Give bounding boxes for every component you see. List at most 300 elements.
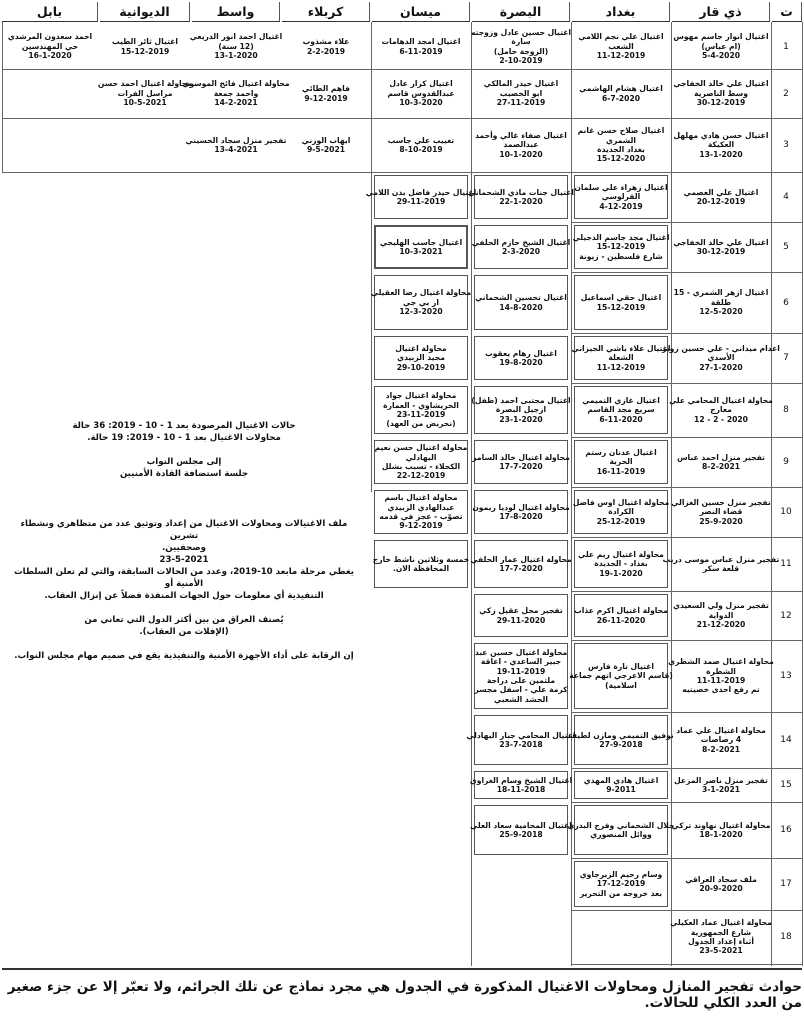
cell-text: محاولة اغتيال حسن نعيم xyxy=(374,443,468,453)
cell-text: فاهم الطائي xyxy=(302,84,350,94)
cell-text: اغتيال احمد انور الدريعي xyxy=(189,32,283,42)
classification-note: يُصنف العراق من بين أكثر الدول التي تعاني من xyxy=(84,615,284,626)
cell-text: 12-3-2020 xyxy=(399,307,443,317)
cell-text: 13-1-2020 xyxy=(699,149,743,159)
table-cell xyxy=(671,804,771,856)
cell-text: تفجير منزل عباس موسى دريب xyxy=(662,554,780,564)
cell-text: عبدالقدوس قاسم xyxy=(387,88,455,98)
cell-text: 17-8-2020 xyxy=(499,512,543,521)
cell-text: 23-7-2018 xyxy=(499,740,543,749)
cell-text: محاولة اغتيال فائج الموسوي xyxy=(182,79,290,89)
cell-text: 14-8-2020 xyxy=(499,302,543,312)
table-cell xyxy=(374,336,468,380)
table-cell xyxy=(474,336,568,380)
table-cell xyxy=(471,386,571,434)
cell-text: (الزوجة حامل) xyxy=(493,46,549,56)
cell-text: محاولة اغتيال عماد العكيلي xyxy=(670,918,772,928)
file-date: 23-5-2021 xyxy=(159,555,209,566)
table-cell xyxy=(97,71,193,116)
row-number: 6 xyxy=(783,297,789,308)
cell-text: 10-3-2020 xyxy=(399,98,443,108)
cell-text: تفجير منزل احمد عباس xyxy=(677,452,765,462)
cell-text: 8-2-2021 xyxy=(702,744,741,754)
cell-text: ملف سجاد العراقي xyxy=(685,874,757,884)
cell-text: مراسل الفرات xyxy=(117,88,173,98)
cell-text: اعدام ميداني - علي حسين زوير xyxy=(662,343,780,353)
cell-text: توفيق التميمي ومازن لطيف xyxy=(568,730,674,740)
table-cell xyxy=(474,643,568,709)
table-cell xyxy=(4,26,96,67)
grid-line xyxy=(572,272,802,273)
column-header: واسط xyxy=(192,2,280,22)
cell-text: اغتيال الشيخ حازم الحلفي xyxy=(471,237,571,247)
column-header: بغداد xyxy=(572,2,670,22)
grid-line xyxy=(572,591,802,592)
cell-text: القرلوسي xyxy=(601,192,641,202)
table-cell xyxy=(374,71,468,116)
cell-text: اغتيال زهراء علي سلمان xyxy=(574,182,668,192)
grid-line xyxy=(572,487,802,488)
table-cell xyxy=(574,540,668,588)
table-cell xyxy=(374,225,468,269)
grid-line xyxy=(572,964,802,965)
row-number: 11 xyxy=(780,559,792,569)
cell-text: 6-7-2020 xyxy=(602,93,641,103)
table-cell xyxy=(374,386,468,434)
cell-text: 9-12-2019 xyxy=(399,521,443,531)
cell-text: تفجير منزل ناصر المزعل xyxy=(674,775,768,785)
coverage-note: يغطي مرحلة مابعد 10-2019، وعدد من الحالات السابقة، والتي لم تعلن السلطات الأمنية أو xyxy=(14,567,354,590)
cell-text: اغتيال ازهر الشمري - 15 xyxy=(673,288,769,298)
cell-text: 21-12-2020 xyxy=(696,620,746,630)
stats-attempts: محاولات الاغتيال بعد 1 - 10 - 2019: 19 حالة. xyxy=(87,433,281,444)
cell-text: شارع فلسطين - زيونة xyxy=(579,251,663,261)
classification-note-cont: (الإفلات من العقاب). xyxy=(139,627,229,638)
cell-text: 10-5-2021 xyxy=(123,98,167,108)
table-cell xyxy=(374,490,468,534)
cell-text: محاولة اغتيال عمار الحلفي xyxy=(470,554,572,564)
cell-text: الدواية xyxy=(708,610,734,620)
cell-text: محاولة اغتيال جواد xyxy=(385,391,457,401)
cell-text: محاولة اغتيال علي عماد xyxy=(676,725,766,735)
file-description: ملف الاغتيالات ومحاولات الاغتيال من إعداد وتوثيق عدد من متظاهري ونشطاء تشرين xyxy=(20,519,348,542)
cell-text: اغتيال امجد الدهامات xyxy=(381,37,461,47)
cell-text: بعد خروجه من التحرير xyxy=(579,888,663,898)
cell-text: الشعلة xyxy=(608,353,634,363)
cell-text: اغتيال علي العصمي xyxy=(683,187,759,197)
row-number: 16 xyxy=(780,825,792,835)
table-cell xyxy=(374,440,468,484)
table-cell xyxy=(674,593,768,638)
table-cell xyxy=(470,805,572,855)
table-cell xyxy=(674,714,768,766)
cell-text: اغتيال حيدر فاضل بدن اللامي xyxy=(365,187,477,197)
row-number: 10 xyxy=(780,507,792,517)
grid-line xyxy=(2,22,3,172)
column-header: بابل xyxy=(2,2,98,22)
cell-text: 26-11-2020 xyxy=(596,615,646,625)
session-title: جلسة استضافة القادة الأمنيين xyxy=(119,469,249,480)
stats-assassinations: حالات الاغتيال المرصودة بعد 1 - 10 - 2019: 36 حالة xyxy=(72,421,296,431)
cell-text: الأسدي xyxy=(707,353,735,363)
grid-line xyxy=(572,69,802,70)
row-number: 1 xyxy=(783,41,789,52)
cell-text: 19-11-2019 xyxy=(496,666,546,676)
table-cell xyxy=(574,771,668,799)
cell-text: 5-4-2020 xyxy=(702,51,741,61)
grid-line xyxy=(2,172,572,173)
cell-text: الحشد الشعبي xyxy=(494,694,548,704)
table-cell xyxy=(189,26,283,67)
cell-text: الشطرة xyxy=(706,666,736,676)
cell-text: 19-1-2020 xyxy=(599,568,643,578)
cell-text: اغتيال عدنان رستم xyxy=(585,447,657,457)
cell-text: 16-1-2020 xyxy=(28,51,72,61)
grid-line xyxy=(572,712,802,713)
cell-text: ازجيل البصرة xyxy=(495,405,547,415)
cell-text: المحافظة الان. xyxy=(392,564,450,573)
cell-text: 17-7-2020 xyxy=(499,564,543,573)
cell-text: ار بي جي xyxy=(403,297,439,307)
grid-line xyxy=(572,768,802,769)
cell-text: اغتيال هشام الهاشمي xyxy=(579,84,663,94)
cell-text: محاولة اغتيال حسين عبد xyxy=(474,647,568,657)
cell-text: 18-11-2018 xyxy=(496,785,546,794)
cell-text: 25-12-2019 xyxy=(596,516,646,526)
coverage-note-cont: التنفيذية أي معلومات حول الجهات المنفذة فضلاً عن إنزال العقاب. xyxy=(44,591,324,602)
cell-text: تفجير منزل ولي السعيدي xyxy=(673,601,769,611)
cell-text: البهادلي xyxy=(405,452,437,462)
column-header: البصرة xyxy=(472,2,570,22)
cell-text: بغداد الجديدة xyxy=(597,145,645,154)
table-cell xyxy=(468,175,574,219)
row-number: 4 xyxy=(783,192,789,202)
cell-text: (12 سنة) xyxy=(218,41,254,51)
table-cell xyxy=(571,336,671,380)
table-cell xyxy=(670,912,772,962)
cell-text: محاولة اغتيال اكرم عذاب xyxy=(574,606,668,616)
cell-text: محاولة اغتيال المحامي علي xyxy=(669,395,773,405)
table-cell xyxy=(674,224,768,270)
grid-line xyxy=(572,118,802,119)
row-number: 7 xyxy=(783,353,789,363)
cell-text: 29-11-2020 xyxy=(496,615,546,625)
cell-text: 9-12-2019 xyxy=(304,93,348,103)
table-cell xyxy=(374,540,468,588)
cell-text: سارة xyxy=(511,37,531,47)
cell-text: جلال الشحماني وفرج البدري xyxy=(567,820,675,830)
cell-text: 8-10-2019 xyxy=(399,145,443,154)
cell-text: اغتيال علي خالد الخفاجي xyxy=(673,237,769,247)
table-cell xyxy=(474,71,568,116)
table-cell xyxy=(574,275,668,330)
cell-text: اغتيال انوار جاسم مهوس xyxy=(673,32,769,42)
cell-text: تفجير منزل سجاد الحسيني xyxy=(185,135,287,145)
grid-line xyxy=(2,69,572,70)
cell-text: اغتيال علي خالد الخفاجي xyxy=(673,79,769,89)
cell-text: 15-12-2019 xyxy=(596,302,646,312)
cell-text: اغتيال حسين عادل وزوجته xyxy=(470,27,571,37)
grid-line xyxy=(572,858,802,859)
grid-line xyxy=(572,437,802,438)
table-cell xyxy=(474,440,568,484)
cell-text: 4 رصاصات xyxy=(700,735,742,745)
header-number: ت xyxy=(772,2,802,22)
cell-text: اغتيال حيدر المالكي xyxy=(483,79,559,89)
grid-line xyxy=(572,333,802,334)
cell-text: محاولة اغتيال نهاوند تركي xyxy=(671,820,771,830)
cell-text: جبير الساعدي - اعاقة xyxy=(480,657,562,667)
cell-text: مجيد الزبيدي xyxy=(397,353,445,363)
cell-text: 14-2-2021 xyxy=(214,98,258,108)
cell-text: اغتيال رهام يعقوب xyxy=(485,348,557,358)
table-cell xyxy=(470,26,571,67)
cell-text: تم رفع احدى خصيتيه xyxy=(682,685,760,695)
cell-text: 11-12-2019 xyxy=(596,362,646,372)
cell-text: 9-2011 xyxy=(606,785,636,794)
cell-text: اغتيال كرار عادل xyxy=(389,79,453,89)
cell-text: الحريشاوي - العمارة xyxy=(383,400,459,410)
cell-text: 19-8-2020 xyxy=(499,358,543,367)
cell-text: شارع الجمهورية xyxy=(690,927,752,937)
cell-text: محاولة اغتيال صمد الشطري xyxy=(668,657,774,667)
cell-text: محاولة اغتيال ريم علي xyxy=(578,549,664,559)
table-cell xyxy=(574,490,668,534)
table-cell xyxy=(474,594,568,637)
cell-text: اغتيال هادي المهدي xyxy=(583,775,659,785)
cell-text: اغتيال الشيخ وسام الغراوي xyxy=(469,775,573,785)
cell-text: 15-12-2020 xyxy=(596,154,646,164)
column-header: ذي قار xyxy=(672,2,770,22)
cell-text: 10-3-2021 xyxy=(399,247,443,256)
table-cell xyxy=(568,715,674,765)
table-cell xyxy=(668,642,774,710)
table-cell xyxy=(469,771,573,799)
cell-text: محاولة اغتيال لوديا ريمون xyxy=(472,502,570,512)
cell-text: 15-12-2019 xyxy=(596,242,646,252)
cell-text: اغتيال المحامي جبار البهادلي xyxy=(466,730,576,740)
column-header: الديوانية xyxy=(100,2,190,22)
table-cell xyxy=(574,861,668,907)
table-cell xyxy=(182,71,290,116)
cell-text: محاولة اغتيال احمد حسن xyxy=(97,79,193,89)
table-cell xyxy=(102,26,188,67)
cell-text: 2-3-2020 xyxy=(502,247,541,256)
file-description-cont: وصحفيين. xyxy=(161,543,207,554)
cell-text: 6-11-2020 xyxy=(599,414,643,424)
cell-text: علاء مشذوب xyxy=(302,37,350,47)
cell-text: 17-12-2019 xyxy=(596,879,646,889)
grid-line xyxy=(2,118,572,119)
cell-text: 2020 - 2 - 12 xyxy=(694,414,748,424)
table-cell xyxy=(470,540,572,588)
cell-text: (ام عباس) xyxy=(701,41,741,51)
cell-text: عبدالهادي الزبيدي xyxy=(387,502,455,512)
table-cell xyxy=(574,594,668,637)
cell-text: 6-11-2019 xyxy=(399,46,443,56)
table-cell xyxy=(466,715,576,765)
cell-text: بغداد - الجديدة xyxy=(594,559,648,569)
cell-text: 17-7-2020 xyxy=(499,462,543,471)
cell-text: 13-1-2020 xyxy=(214,51,258,61)
cell-text: حي المهندسين xyxy=(21,41,79,51)
row-number: 15 xyxy=(780,780,792,790)
table-cell xyxy=(569,643,673,709)
cell-text: اغتيال ثائر الطيب xyxy=(112,37,178,47)
cell-text: عبدالصمد xyxy=(503,140,539,150)
cell-text: ملثمين على دراجة xyxy=(486,676,556,685)
cell-text: 30-12-2019 xyxy=(696,247,746,256)
cell-text: 22-12-2019 xyxy=(396,471,446,481)
cell-text: وسام رحيم الزبرجاوي xyxy=(579,869,663,879)
grid-line xyxy=(572,172,802,173)
table-cell xyxy=(674,770,768,800)
row-number: 3 xyxy=(783,140,789,150)
cell-text: قضاء النصر xyxy=(699,507,743,517)
cell-text: الكرادة xyxy=(608,507,634,517)
cell-text: محاولة اغتيال اوس فاضل xyxy=(572,497,670,507)
table-cell xyxy=(574,26,668,67)
table-cell xyxy=(365,175,477,219)
cell-text: 27-9-2018 xyxy=(599,740,643,749)
table-cell xyxy=(674,860,768,908)
cell-text: 3-1-2021 xyxy=(702,785,741,794)
table-cell xyxy=(474,275,568,330)
table-cell xyxy=(574,120,668,170)
cell-text: قلعة سكر xyxy=(702,564,740,573)
grid-line xyxy=(802,22,803,966)
row-number: 12 xyxy=(780,610,792,621)
cell-text: خمسة وثلاثين ناشط خارج xyxy=(372,554,470,564)
cell-text: 23-5-2021 xyxy=(699,946,743,956)
row-number: 13 xyxy=(780,671,792,681)
cell-text: تغييب علي جاسب xyxy=(387,135,455,145)
cell-text: واحمد جمعة xyxy=(213,88,259,98)
cell-text: ايهاب الوزني xyxy=(301,135,351,145)
footer-note: حوادث تفجير المنازل ومحاولات الاغتيال المذكورة في الجدول هي مجرد نماذج عن تلك الجرائم، ولا تعبّر إلا عن جزء صغير من العدد الكلي للحالات. xyxy=(2,968,802,1020)
cell-text: اغتيال تحسين الشحماني xyxy=(475,293,567,303)
cell-text: 11-12-2019 xyxy=(596,51,646,61)
row-number: 18 xyxy=(780,932,792,942)
cell-text: سريع مجد القاسم xyxy=(587,405,655,415)
cell-text: محاولة اغتيال خالد السامر xyxy=(472,452,570,462)
cell-text: معارج xyxy=(710,405,732,415)
cell-text: 23-1-2020 xyxy=(499,414,543,424)
cell-text: اغتيال جاسب الهليجي xyxy=(379,237,463,247)
grid-line xyxy=(572,537,802,538)
table-cell xyxy=(471,225,571,269)
cell-text: 2-10-2019 xyxy=(499,55,543,65)
cell-text: تفجير منزل حسين الغزالي xyxy=(671,497,771,507)
cell-text: اسلامية) xyxy=(605,680,637,690)
cell-text: الحرية xyxy=(609,457,633,467)
table-cell xyxy=(674,71,768,116)
cell-text: (قاسم الاعرجي اتهم جماعة xyxy=(569,671,673,681)
grid-line xyxy=(572,802,802,803)
cell-text: 27-11-2019 xyxy=(496,98,546,108)
row-number: 2 xyxy=(783,88,789,99)
cell-text: اغتيال المحامية سعاد العلي xyxy=(470,820,572,830)
table-cell xyxy=(662,335,780,381)
cell-text: 20-9-2020 xyxy=(699,884,743,893)
cell-text: تفجير محل عقيل زكي xyxy=(479,606,563,616)
table-cell xyxy=(674,274,768,331)
cell-text: 16-11-2019 xyxy=(596,466,646,476)
table-cell xyxy=(574,71,668,116)
grid-line xyxy=(572,222,802,223)
cell-text: 9-5-2021 xyxy=(307,145,346,154)
cell-text: 18-1-2020 xyxy=(699,830,743,839)
cell-text: 13-4-2021 xyxy=(214,145,258,154)
cell-text: 11-11-2019 xyxy=(696,676,746,685)
cell-text: العكيكة xyxy=(707,140,735,150)
cell-text: الشمري xyxy=(606,135,636,145)
cell-text: 29-11-2019 xyxy=(396,197,446,206)
addressee: إلى مجلس النواب xyxy=(146,457,222,468)
cell-text: محاولة اغتيال باسم xyxy=(384,493,458,503)
table-cell xyxy=(662,539,780,589)
row-number: 9 xyxy=(783,457,789,467)
notes-block xyxy=(6,420,362,662)
cell-text: اغتيال مجد جاسم الدجيلي xyxy=(572,232,670,242)
cell-text: 10-1-2020 xyxy=(499,149,543,159)
cell-text: 15-12-2019 xyxy=(120,46,170,56)
cell-text: احمد سعدون المرشدي xyxy=(7,32,93,42)
cell-text: اغتيال حقي اسماعيل xyxy=(580,293,662,303)
table-cell xyxy=(374,26,468,67)
cell-text: تصوّب - عجز في قدمه xyxy=(379,512,463,521)
grid-line xyxy=(371,22,372,492)
cell-text: 8-2-2021 xyxy=(702,462,741,471)
oversight-note: إن الرقابة على أداء الأجهزة الأمنية والتنفيذية يقع في صميم مهام مجلس النواب. xyxy=(14,651,354,662)
row-number: 17 xyxy=(780,879,792,889)
grid-line xyxy=(572,383,802,384)
cell-text: أثناء إعداد الجدول xyxy=(688,937,754,946)
cell-text: اغتيال علي نجم اللامي xyxy=(578,32,664,42)
cell-text: اغتيال حسن هادي مهلهل xyxy=(673,130,769,140)
cell-text: اغتيال غازي التميمي xyxy=(582,395,660,405)
table-cell xyxy=(674,174,768,220)
table-cell xyxy=(674,120,768,170)
cell-text: 27-1-2020 xyxy=(699,362,743,372)
cell-text: (تحريض من العهد) xyxy=(386,419,456,429)
table-cell xyxy=(370,275,472,330)
cell-text: 12-5-2020 xyxy=(699,307,743,317)
cell-text: اغتيال صفاء غالي وأحمد xyxy=(475,130,567,140)
cell-text: 4-12-2019 xyxy=(599,201,643,211)
cell-text: 25-9-2020 xyxy=(699,516,743,526)
table-cell xyxy=(185,120,287,170)
cell-text: طلقة xyxy=(710,297,732,307)
table-cell xyxy=(671,489,771,535)
table-cell xyxy=(574,175,668,219)
cell-text: 29-10-2019 xyxy=(396,362,446,372)
cell-text: 2-2-2019 xyxy=(307,46,346,56)
cell-text: اغتيال تارة فارس xyxy=(588,661,654,671)
row-number: 5 xyxy=(783,242,789,252)
row-number: 8 xyxy=(783,405,789,415)
cell-text: اغتيال علاء باشي الجيزاني xyxy=(571,343,671,353)
cell-text: وسط الناصرية xyxy=(694,88,748,98)
column-header: كربلاء xyxy=(282,2,370,22)
row-number: 14 xyxy=(780,735,792,745)
cell-text: ابو الخصيب xyxy=(499,88,543,98)
cell-text: اغتيال مجتبى احمد (طفل) xyxy=(471,395,571,405)
cell-text: الكحلاء - تسبب بشلل xyxy=(381,462,461,471)
cell-text: اغتيال صلاح حسن غانم xyxy=(577,126,665,136)
table-cell xyxy=(669,385,773,435)
cell-text: اغتيال جنات ماذي الشحماني xyxy=(468,187,574,197)
